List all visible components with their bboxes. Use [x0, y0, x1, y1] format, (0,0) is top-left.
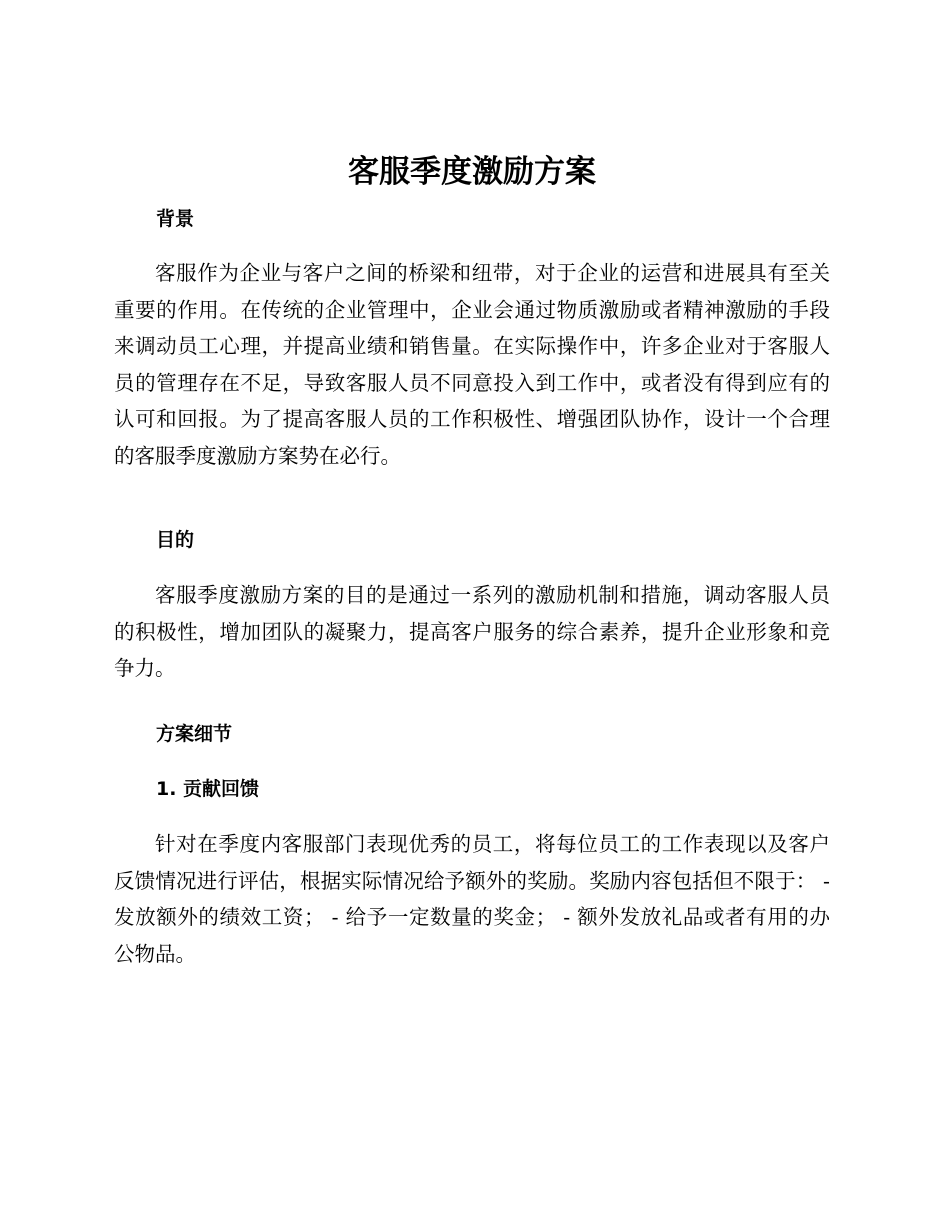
section-heading-contribution-reward: 1. 贡献回馈: [156, 778, 260, 800]
document-title: 客服季度激励方案: [348, 154, 596, 190]
section-paragraph-background: 客服作为企业与客户之间的桥梁和纽带，对于企业的运营和进展具有至关重要的作用。在传统的企业管理中，企业会通过物质激励或者精神激励的手段来调动员工心理，并提高业绩和销售量。在实际操作中，许多企业对于客服人员的管理存在不足，导致客服人员不同意投入到工作中，或者没有得到应有的认可和回报。为了提高客服人员的工作积极性、增强团队协作，设计一个合理的客服季度激励方案势在必行。: [114, 261, 830, 468]
section-heading-background: 背景: [156, 208, 195, 230]
section-paragraph-contribution-reward: 针对在季度内客服部门表现优秀的员工，将每位员工的工作表现以及客户反馈情况进行评估，根据实际情况给予额外的奖励。奖励内容包括但不限于： - 发放额外的绩效工资； - 给予一定数量的奖金； - 额外发放礼品或者有用的办公物品。: [114, 832, 830, 966]
section-heading-plan-details: 方案细节: [156, 723, 233, 745]
section-paragraph-purpose: 客服季度激励方案的目的是通过一系列的激励机制和措施，调动客服人员的积极性，增加团队的凝聚力，提高客户服务的综合素养，提升企业形象和竞争力。: [114, 583, 830, 680]
section-heading-purpose: 目的: [156, 529, 195, 551]
